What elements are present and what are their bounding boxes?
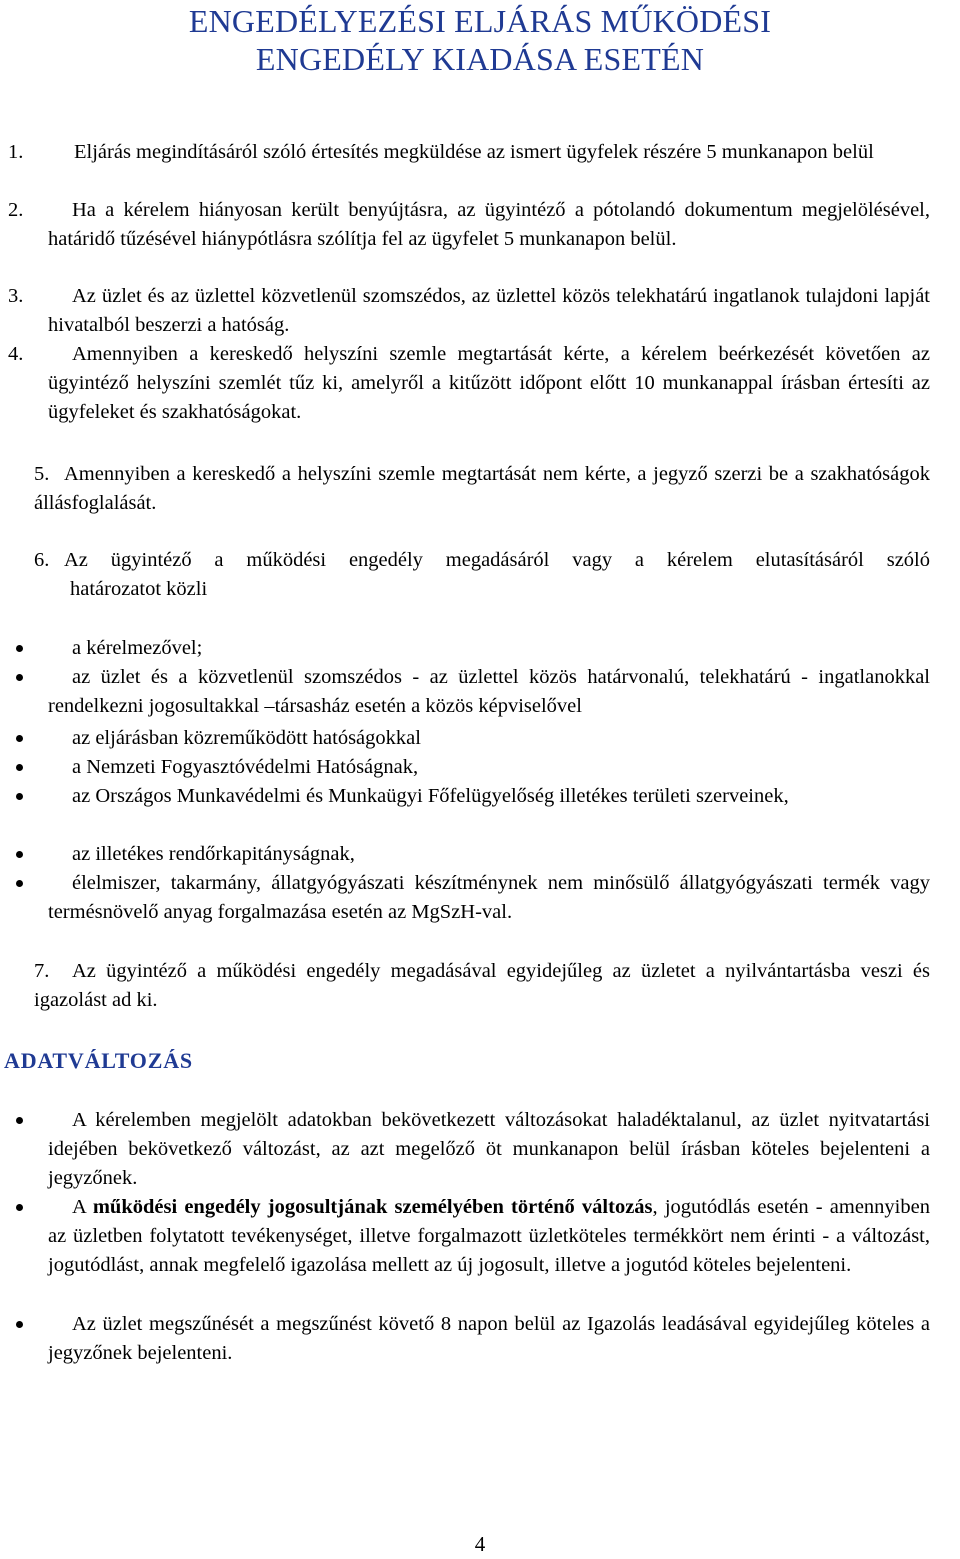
step-text-line-1: Az ügyintéző a működési engedély megadásáról vagy a kérelem elutasításáról szóló [64, 549, 930, 571]
bullet-icon [16, 851, 23, 858]
list-item-text: élelmiszer, takarmány, állatgyógyászati készítménynek nem minősülő állatgyógyászati termék vagy termésnövelő anyag forgalmazása esetén az MgSzH-val. [48, 872, 930, 923]
list-item-text: a kérelmezővel; [72, 637, 203, 659]
list-item-text: a Nemzeti Fogyasztóvédelmi Hatóságnak, [72, 756, 419, 778]
bullet-icon [16, 880, 23, 887]
bullet-icon [16, 793, 23, 800]
list-item-text: A kérelemben megjelölt adatokban bekövetkezett változásokat haladéktalanul, az üzlet nyitvatartási idejében bekövetkező változást, az azt megelőző öt munkanapon belül írásban köteles bejelenteni a jegyzőnek. [48, 1109, 930, 1189]
bold-text-run: működési engedély jogosultjának személyében történő változás [92, 1196, 653, 1218]
text-run: , jogutódlás esetén - amennyiben az üzletben folytatott tevékenységet, illetve forgalmazott üzletköteles termékkört nem érinti - a változást, jogutódlást, annak megfelelő igazolása mellett az új jogosult, illetve a jogutód köteles bejelenteni. [48, 1196, 930, 1276]
step-number: 5. [34, 463, 50, 485]
list-item-text: Az üzlet megszűnését a megszűnést követő 8 napon belül az Igazolás leadásával egyidejűleg köteles a jegyzőnek bejelenteni. [48, 1313, 930, 1364]
page-number: 4 [474, 1532, 486, 1556]
step-text: Amennyiben a kereskedő helyszíni szemle megtartását kérte, a kérelem beérkezését követően az ügyintéző helyszíni szemlét tűz ki, amelyről a kitűzött időpont előtt 10 munkanappal írásban értesíti az ügyfeleket és szakhatóságokat. [48, 343, 930, 423]
step-number: 4. [8, 343, 24, 365]
step-number: 7. [34, 960, 50, 982]
bullet-icon [16, 645, 23, 652]
bullet-icon [16, 764, 23, 771]
list-item-text [48, 1193, 930, 1280]
list-item-text: az illetékes rendőrkapitányságnak, [72, 843, 355, 865]
bullet-icon [16, 735, 23, 742]
step-number: 2. [8, 199, 24, 221]
step-number: 3. [8, 285, 24, 307]
text-run: A [72, 1196, 93, 1218]
section-heading: ADATVÁLTOZÁS [4, 1048, 193, 1073]
list-item-text: az Országos Munkavédelmi és Munkaügyi Főfelügyelőség illetékes területi szerveinek, [72, 785, 789, 807]
step-text: Eljárás megindításáról szóló értesítés megküldése az ismert ügyfelek részére 5 munkanapon belül [74, 141, 874, 163]
bullet-icon [16, 1117, 23, 1124]
step-text: Az üzlet és az üzlettel közvetlenül szomszédos, az üzlettel közös telekhatárú ingatlanok tulajdoni lapját hivatalból beszerzi a hatóság. [48, 285, 930, 336]
step-number: 6. [34, 549, 50, 571]
step-text: Az ügyintéző a működési engedély megadásával egyidejűleg az üzletet a nyilvántartásba veszi és igazolást ad ki. [34, 960, 930, 1011]
document-title-line-2: ENGEDÉLY KIADÁSA ESETÉN [255, 41, 705, 77]
step-text: Ha a kérelem hiányosan került benyújtásra, az ügyintéző a pótolandó dokumentum megjelölésével, határidő tűzésével hiánypótlásra szólítja fel az ügyfelet 5 munkanapon belül. [48, 199, 930, 250]
bullet-icon [16, 1204, 23, 1211]
step-number: 1. [8, 141, 24, 163]
step-text: Amennyiben a kereskedő a helyszíni szemle megtartását nem kérte, a jegyző szerzi be a szakhatóságok állásfoglalását. [34, 463, 930, 514]
list-item-text: az üzlet és a közvetlenül szomszédos - az üzlettel közös határvonalú, telekhatárú - ingatlanokkal rendelkezni jogosultakkal –társasház esetén a közös képviselővel [48, 666, 930, 717]
bullet-icon [16, 1321, 23, 1328]
bullet-icon [16, 674, 23, 681]
step-text-line-2: határozatot közli [70, 578, 208, 600]
document-title-line-1: ENGEDÉLYEZÉSI ELJÁRÁS MŰKÖDÉSI [188, 3, 772, 39]
list-item-text: az eljárásban közreműködött hatóságokkal [72, 727, 421, 749]
